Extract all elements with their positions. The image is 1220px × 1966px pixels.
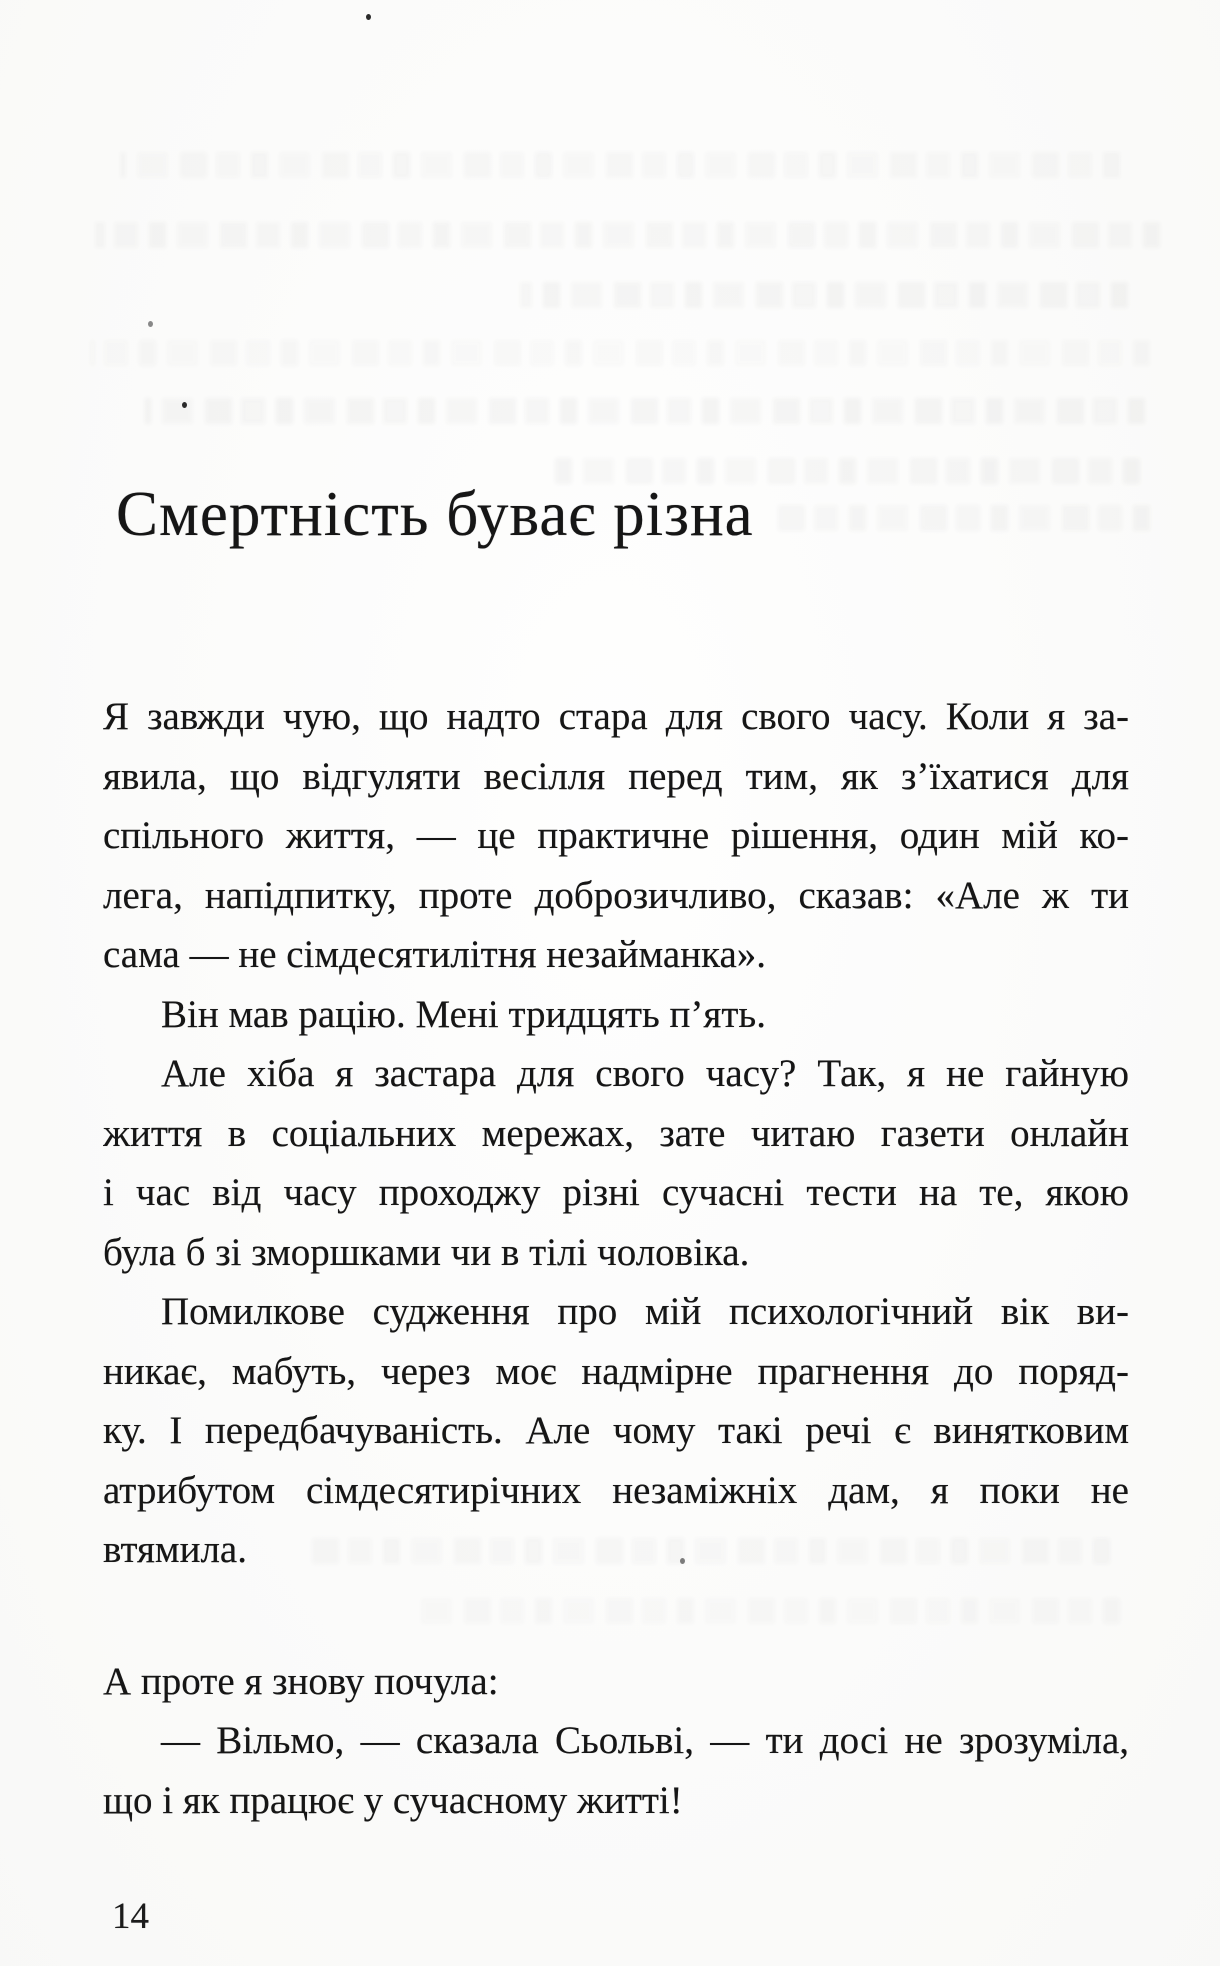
text-line: Він мав рацію. Мені тридцять п’ять.	[161, 992, 766, 1036]
scan-speck	[148, 321, 153, 327]
scan-speck	[182, 402, 187, 408]
text-line: і час від часу проходжу різні сучасні тести на те, якою	[103, 1171, 1129, 1214]
text-line: сама — не сімдесятилітня незайманка».	[103, 933, 767, 976]
body-text	[103, 687, 1129, 1830]
text-line: була б зі зморшками чи в тілі чоловіка.	[103, 1230, 750, 1274]
showthrough-line	[145, 398, 1145, 424]
showthrough-line	[120, 152, 1120, 178]
text-line: никає, мабуть, через моє надмірне прагнення до поряд-	[103, 1349, 1129, 1393]
scan-speck	[366, 14, 371, 20]
text-line: явила, що відгуляти весілля перед тим, як з’їхатися для	[103, 754, 1129, 798]
text-line: життя в соціальних мережах, зате читаю газети онлайн	[103, 1111, 1129, 1155]
text-line: Але хіба я застара для свого часу? Так, я не гайную	[161, 1052, 1129, 1095]
text-line: лега, напідпитку, проте доброзичливо, сказав: «Але ж ти	[103, 873, 1129, 917]
text-line: ку. І передбачуваність. Але чому такі речі є винятковим	[103, 1409, 1129, 1452]
text-line: атрибутом сімдесятирічних незаміжніх дам, я поки не	[103, 1468, 1129, 1512]
page-number: 14	[112, 1896, 149, 1937]
showthrough-line	[90, 340, 1150, 366]
text-line: Помилкове судження про мій психологічний вік ви-	[161, 1290, 1129, 1333]
text-line: втямила.	[103, 1528, 247, 1571]
showthrough-line	[775, 505, 1150, 531]
text-line: спільного життя, — це практичне рішення, один мій ко-	[103, 814, 1129, 857]
showthrough-line	[95, 222, 1160, 248]
text-line: А проте я знову почула:	[103, 1659, 499, 1703]
showthrough-line	[520, 282, 1128, 308]
chapter-title: Смертність буває різна	[116, 479, 754, 549]
text-line: що і як працює у сучасному житті!	[103, 1778, 683, 1822]
text-line: Я завжди чую, що надто стара для свого часу. Коли я за-	[103, 695, 1129, 738]
text-line: — Вільмо, — сказала Сьольві, — ти досі не зрозуміла,	[161, 1719, 1129, 1762]
